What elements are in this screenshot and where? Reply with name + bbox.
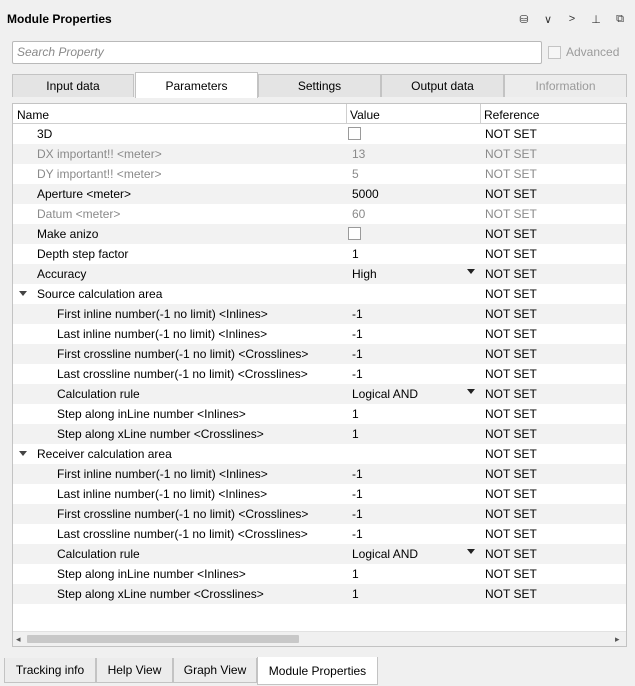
value-select[interactable]: High (352, 267, 377, 281)
property-reference[interactable]: NOT SET (485, 127, 537, 141)
tab-input-data[interactable]: Input data (12, 74, 134, 97)
property-name: Depth step factor (37, 247, 129, 261)
property-row[interactable] (13, 344, 626, 364)
property-value: 13 (352, 147, 366, 161)
value-checkbox[interactable] (348, 127, 361, 140)
advanced-checkbox[interactable] (548, 46, 561, 59)
value-checkbox[interactable] (348, 227, 361, 240)
property-reference[interactable]: NOT SET (485, 487, 537, 501)
property-row[interactable] (13, 224, 626, 244)
property-name: Last inline number(-1 no limit) <Inlines> (57, 327, 268, 341)
property-name: DY important!! <meter> (37, 167, 162, 181)
property-reference[interactable]: NOT SET (485, 367, 537, 381)
property-row[interactable] (13, 484, 626, 504)
property-reference[interactable]: NOT SET (485, 527, 537, 541)
property-grid (12, 103, 627, 647)
property-row[interactable] (13, 324, 626, 344)
property-reference[interactable]: NOT SET (485, 247, 537, 261)
property-row[interactable] (13, 424, 626, 444)
property-reference[interactable]: NOT SET (485, 427, 537, 441)
property-name: Last crossline number(-1 no limit) <Crosslines> (57, 527, 308, 541)
property-name: Datum <meter> (37, 207, 121, 221)
property-row[interactable] (13, 464, 626, 484)
property-row[interactable] (13, 584, 626, 604)
database-icon[interactable]: ⛁ (519, 13, 529, 26)
property-reference[interactable]: NOT SET (485, 347, 537, 361)
property-name: Make anizo (37, 227, 99, 241)
property-reference[interactable]: NOT SET (485, 567, 537, 581)
property-reference[interactable]: NOT SET (485, 507, 537, 521)
value-select[interactable]: Logical AND (352, 387, 419, 401)
property-reference[interactable]: NOT SET (485, 447, 537, 461)
horizontal-scrollbar[interactable] (13, 631, 626, 646)
property-value: 60 (352, 207, 366, 221)
property-value[interactable]: -1 (352, 307, 363, 321)
dropdown-arrow-icon[interactable] (467, 549, 475, 554)
advanced-label: Advanced (566, 45, 620, 59)
property-reference[interactable]: NOT SET (485, 387, 537, 401)
property-value[interactable]: 1 (352, 407, 359, 421)
property-value[interactable]: -1 (352, 467, 363, 481)
property-name: Calculation rule (57, 387, 140, 401)
chevron-right-icon[interactable]: > (568, 13, 576, 25)
dropdown-arrow-icon[interactable] (467, 269, 475, 274)
expand-chevron-icon[interactable] (19, 291, 27, 296)
header-name[interactable]: Name (17, 108, 50, 122)
property-value[interactable]: -1 (352, 367, 363, 381)
property-value[interactable]: 1 (352, 247, 359, 261)
property-value[interactable]: -1 (352, 487, 363, 501)
property-reference[interactable]: NOT SET (485, 167, 537, 181)
search-input[interactable]: Search Property (12, 41, 542, 64)
property-reference[interactable]: NOT SET (485, 287, 537, 301)
property-reference[interactable]: NOT SET (485, 227, 537, 241)
group-row[interactable] (13, 284, 626, 304)
property-name: First crossline number(-1 no limit) <Crosslines> (57, 507, 309, 521)
property-row[interactable] (13, 124, 626, 144)
property-name: First inline number(-1 no limit) <Inlines> (57, 307, 268, 321)
title-bar (0, 0, 635, 38)
property-reference[interactable]: NOT SET (485, 307, 537, 321)
property-reference[interactable]: NOT SET (485, 467, 537, 481)
tab-information[interactable]: Information (504, 74, 627, 97)
property-name: Step along inLine number <Inlines> (57, 407, 246, 421)
property-row[interactable] (13, 184, 626, 204)
property-name: DX important!! <meter> (37, 147, 162, 161)
property-row[interactable] (13, 564, 626, 584)
group-row[interactable] (13, 444, 626, 464)
advanced-toggle[interactable] (548, 45, 619, 59)
property-reference[interactable]: NOT SET (485, 547, 537, 561)
tab-graph-view[interactable]: Graph View (173, 658, 257, 683)
property-value[interactable]: -1 (352, 527, 363, 541)
expand-chevron-icon[interactable] (19, 451, 27, 456)
property-row[interactable] (13, 244, 626, 264)
tab-output-data[interactable]: Output data (381, 74, 504, 97)
property-value[interactable]: 5000 (352, 187, 379, 201)
value-select[interactable]: Logical AND (352, 547, 419, 561)
property-name: Step along inLine number <Inlines> (57, 567, 246, 581)
popout-icon[interactable]: ⧉ (616, 12, 624, 25)
property-name: Step along xLine number <Crosslines> (57, 587, 264, 601)
grid-header (13, 104, 626, 124)
property-reference[interactable]: NOT SET (485, 327, 537, 341)
header-value[interactable]: Value (350, 108, 380, 122)
scroll-left-icon[interactable]: ◂ (16, 634, 21, 644)
property-value[interactable]: 1 (352, 567, 359, 581)
property-name: 3D (37, 127, 53, 141)
property-value[interactable]: 1 (352, 427, 359, 441)
grid-rows (13, 124, 626, 604)
property-value[interactable]: 1 (352, 587, 359, 601)
header-reference[interactable]: Reference (484, 108, 540, 122)
dropdown-arrow-icon[interactable] (467, 389, 475, 394)
property-reference[interactable]: NOT SET (485, 587, 537, 601)
property-row[interactable] (13, 304, 626, 324)
property-row[interactable] (13, 384, 626, 404)
property-name: First inline number(-1 no limit) <Inlines> (57, 467, 268, 481)
column-divider[interactable] (480, 104, 481, 124)
tab-help-view[interactable]: Help View (96, 658, 173, 683)
property-name: Accuracy (37, 267, 87, 281)
property-value[interactable]: -1 (352, 507, 363, 521)
property-row[interactable] (13, 144, 626, 164)
property-name: Source calculation area (37, 287, 163, 301)
pin-icon[interactable]: ⊥ (591, 13, 601, 26)
title-bar-icons (515, 10, 629, 28)
property-name: Receiver calculation area (37, 447, 172, 461)
property-reference[interactable]: NOT SET (485, 187, 537, 201)
property-reference[interactable]: NOT SET (485, 147, 537, 161)
chevron-down-icon[interactable]: ∨ (543, 13, 553, 26)
property-row[interactable] (13, 504, 626, 524)
property-value[interactable]: -1 (352, 347, 363, 361)
property-row[interactable] (13, 404, 626, 424)
column-divider[interactable] (346, 104, 347, 124)
property-name: Calculation rule (57, 547, 140, 561)
property-name: Step along xLine number <Crosslines> (57, 427, 264, 441)
scroll-thumb[interactable] (27, 635, 299, 643)
property-row[interactable] (13, 204, 626, 224)
property-value: 5 (352, 167, 359, 181)
property-row[interactable] (13, 364, 626, 384)
property-row[interactable] (13, 524, 626, 544)
property-reference[interactable]: NOT SET (485, 267, 537, 281)
property-name: Aperture <meter> (37, 187, 132, 201)
property-name: Last inline number(-1 no limit) <Inlines> (57, 487, 268, 501)
tab-module-properties[interactable]: Module Properties (257, 657, 378, 685)
property-row[interactable] (13, 264, 626, 284)
property-row[interactable] (13, 164, 626, 184)
property-name: Last crossline number(-1 no limit) <Crosslines> (57, 367, 308, 381)
property-reference[interactable]: NOT SET (485, 207, 537, 221)
scroll-right-icon[interactable]: ▸ (615, 634, 620, 644)
tab-parameters[interactable]: Parameters (135, 72, 258, 98)
tab-settings[interactable]: Settings (258, 74, 381, 97)
property-name: First crossline number(-1 no limit) <Crosslines> (57, 347, 309, 361)
property-row[interactable] (13, 544, 626, 564)
property-reference[interactable]: NOT SET (485, 407, 537, 421)
panel-title: Module Properties (7, 12, 112, 26)
tab-tracking-info[interactable]: Tracking info (4, 658, 96, 683)
property-value[interactable]: -1 (352, 327, 363, 341)
bottom-tab-strip (0, 657, 635, 686)
tab-strip (12, 72, 627, 97)
